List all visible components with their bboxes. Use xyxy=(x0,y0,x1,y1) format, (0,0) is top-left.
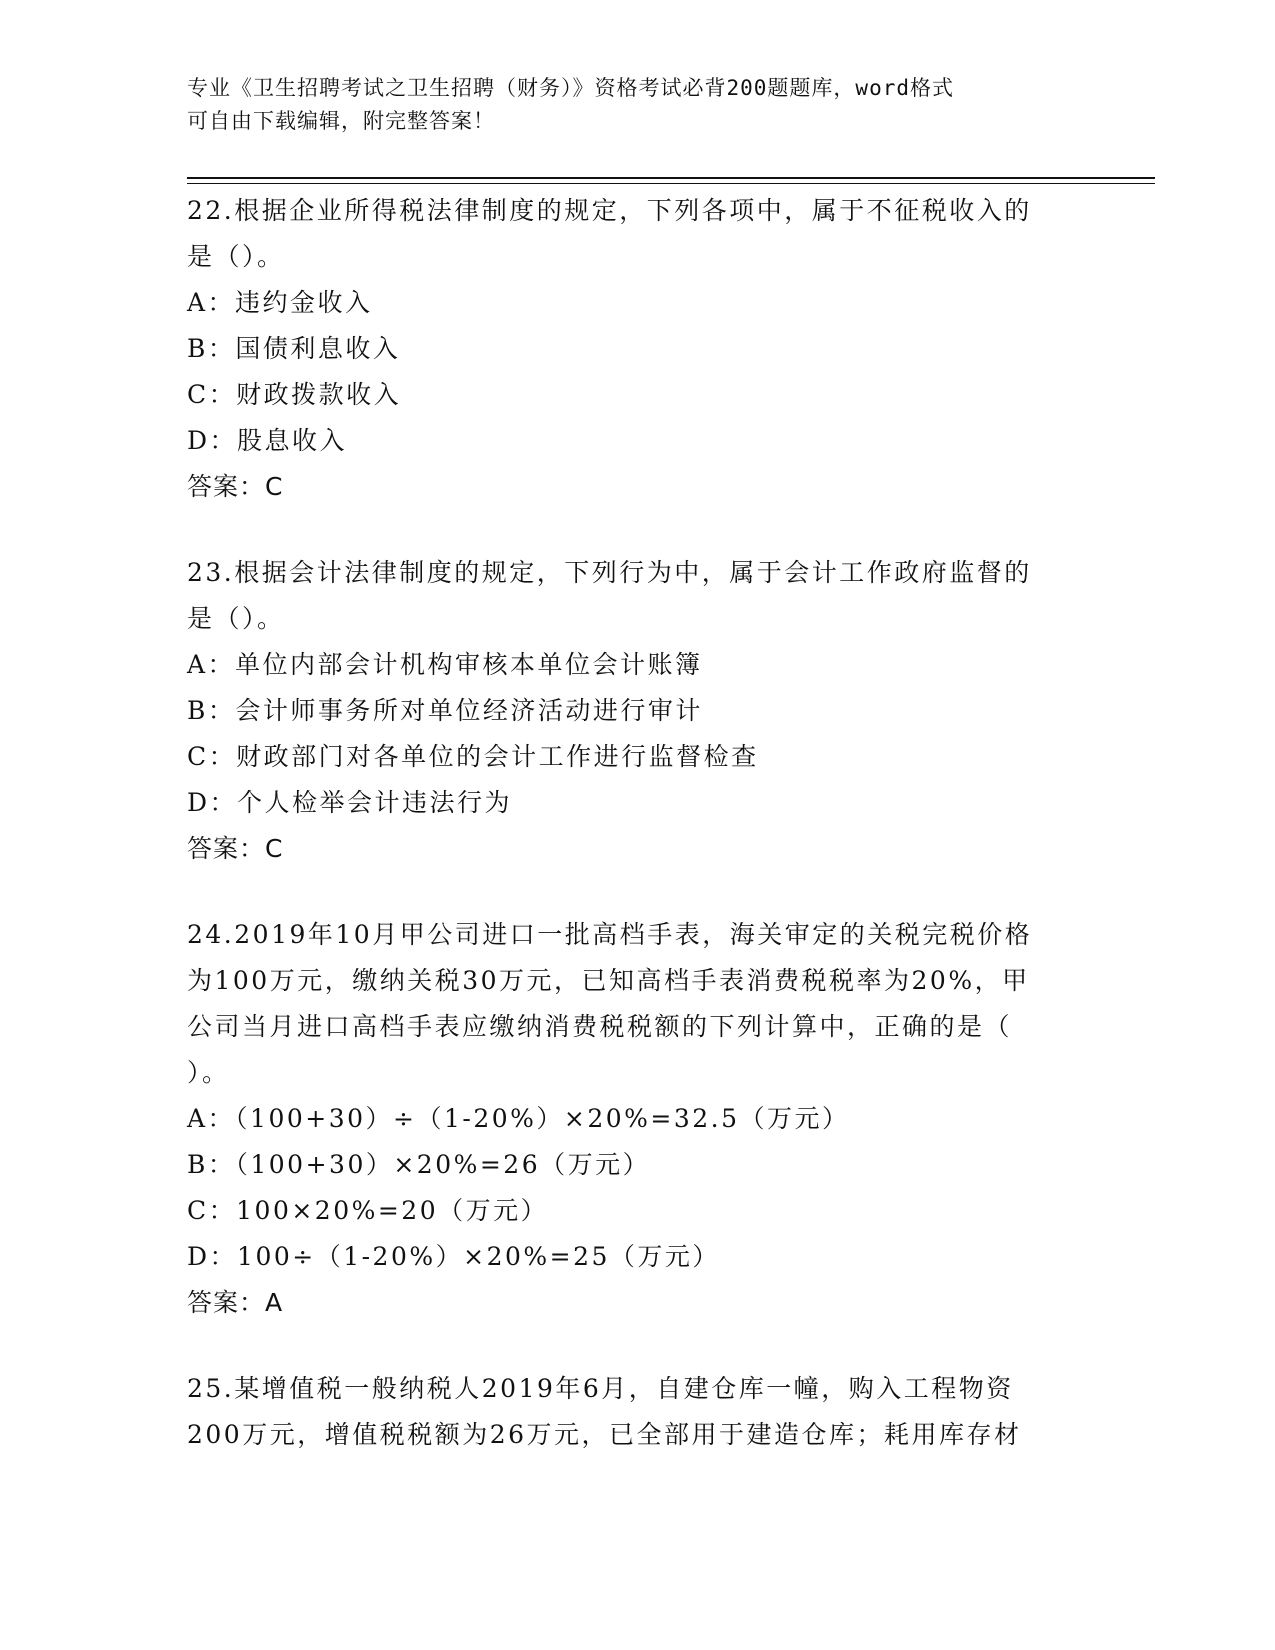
option-a: A：单位内部会计机构审核本单位会计账簿 xyxy=(187,650,703,679)
question-stem-line: 200万元，增值税税额为26万元，已全部用于建造仓库；耗用库存材 xyxy=(187,1420,1022,1449)
answer-line: 答案：C xyxy=(187,834,284,863)
option-c: C：财政拨款收入 xyxy=(187,380,402,409)
header-line-2: 可自由下载编辑，附完整答案！ xyxy=(187,109,495,133)
question-24 xyxy=(187,912,1087,1326)
header-divider-thick xyxy=(187,177,1155,179)
header-divider-thin xyxy=(187,183,1155,184)
answer-line: 答案：A xyxy=(187,1288,284,1317)
question-stem-line: 是（）。 xyxy=(187,604,285,633)
question-stem-line: 22.根据企业所得税法律制度的规定，下列各项中，属于不征税收入的 xyxy=(187,196,1032,225)
question-22 xyxy=(187,188,1087,510)
question-list xyxy=(187,188,1087,1458)
question-stem-line: 25.某增值税一般纳税人2019年6月，自建仓库一幢，购入工程物资 xyxy=(187,1374,1014,1403)
question-stem-line: 23.根据会计法律制度的规定，下列行为中，属于会计工作政府监督的 xyxy=(187,558,1032,587)
header-line-1: 专业《卫生招聘考试之卫生招聘（财务）》资格考试必背200题题库，word格式 xyxy=(187,76,954,100)
answer-line: 答案：C xyxy=(187,472,284,501)
question-stem-line: 公司当月进口高档手表应缴纳消费税税额的下列计算中，正确的是（ xyxy=(187,1012,1013,1041)
question-stem-line: 24.2019年10月甲公司进口一批高档手表，海关审定的关税完税价格 xyxy=(187,920,1033,949)
option-a: A：违约金收入 xyxy=(187,288,373,317)
option-a: A：（100+30）÷（1-20%）×20%=32.5（万元） xyxy=(187,1104,850,1133)
question-25 xyxy=(187,1366,1087,1458)
document-header xyxy=(187,72,1067,138)
question-stem-line: 是（）。 xyxy=(187,242,285,271)
question-stem-line: ）。 xyxy=(187,1058,230,1087)
option-b: B：国债利息收入 xyxy=(187,334,401,363)
option-b: B：会计师事务所对单位经济活动进行审计 xyxy=(187,696,703,725)
option-c: C：100×20%=20（万元） xyxy=(187,1196,549,1225)
option-d: D：100÷（1-20%）×20%=25（万元） xyxy=(187,1242,720,1271)
option-b: B：（100+30）×20%=26（万元） xyxy=(187,1150,651,1179)
question-stem-line: 为100万元，缴纳关税30万元，已知高档手表消费税税率为20%，甲 xyxy=(187,966,1030,995)
option-c: C：财政部门对各单位的会计工作进行监督检查 xyxy=(187,742,759,771)
option-d: D：股息收入 xyxy=(187,426,348,455)
option-d: D：个人检举会计违法行为 xyxy=(187,788,513,817)
question-23 xyxy=(187,550,1087,872)
